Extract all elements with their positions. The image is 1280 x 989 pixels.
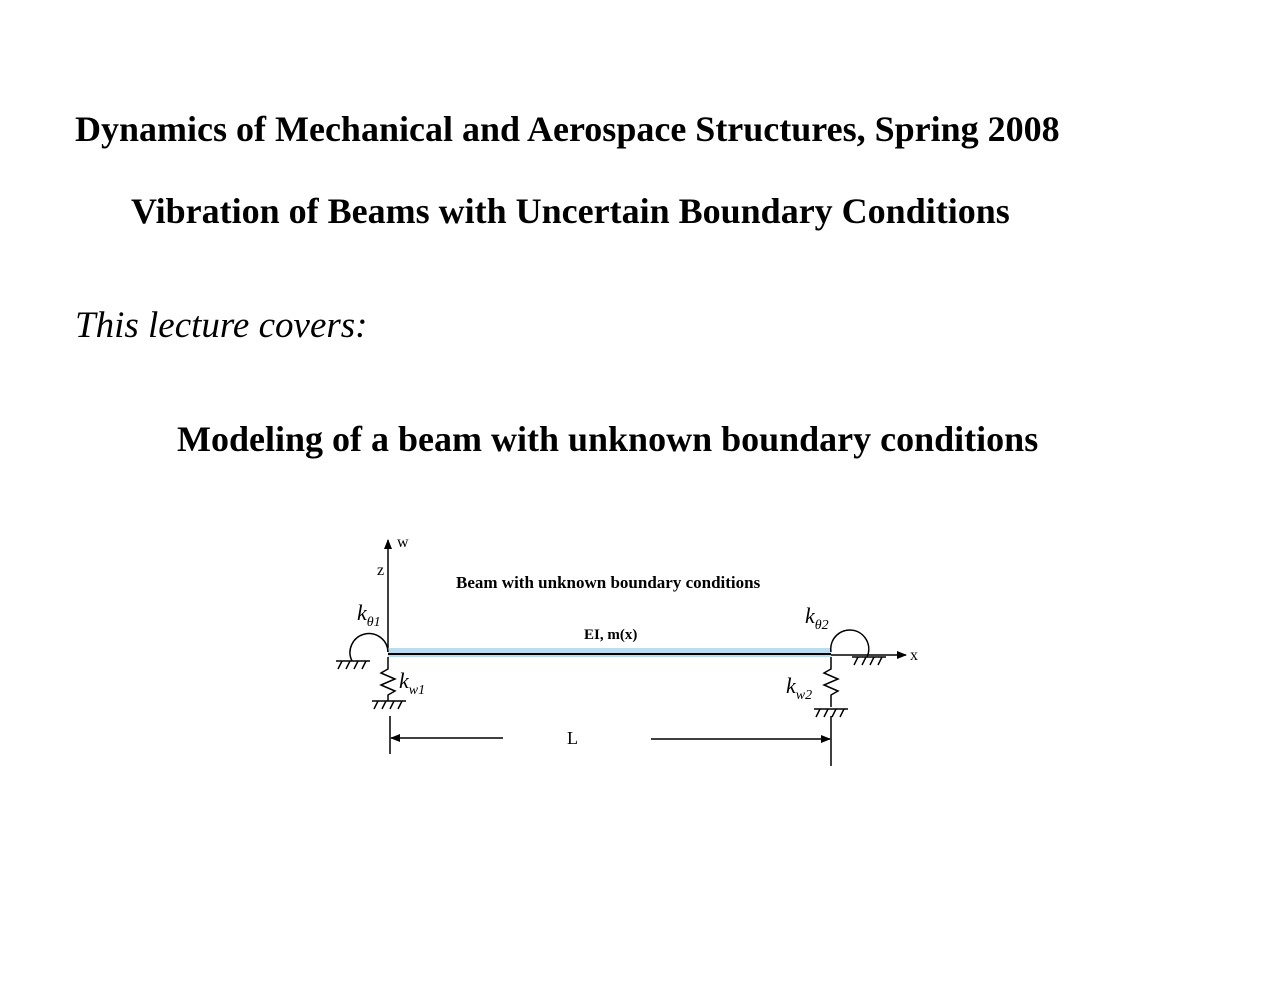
right-translational-spring xyxy=(824,657,838,707)
right-rotational-ground xyxy=(852,657,886,665)
beam xyxy=(388,648,831,657)
z-axis-label: z xyxy=(377,562,385,579)
course-title: Dynamics of Mechanical and Aerospace Structures, Spring 2008 xyxy=(75,109,1060,149)
k-theta2-label: $k_{\theta 2}$ xyxy=(805,603,829,633)
x-axis-label: x xyxy=(910,647,918,664)
k-w1-label: $k_{w1}$ xyxy=(399,668,426,698)
length-label: L xyxy=(567,728,578,748)
beam-properties-label: EI, m(x) xyxy=(584,627,638,643)
left-rotational-ground xyxy=(336,661,370,669)
lecture-intro: This lecture covers: xyxy=(75,305,368,346)
left-translational-ground xyxy=(372,701,406,709)
k-w2-label: $k_{w2}$ xyxy=(786,673,813,703)
topic-heading: Modeling of a beam with unknown boundary conditions xyxy=(177,419,1039,459)
right-rotational-spring xyxy=(831,630,869,657)
right-translational-ground xyxy=(814,709,848,717)
left-translational-spring xyxy=(381,657,395,701)
k-theta1-label: $k_{\theta 1}$ xyxy=(357,600,381,630)
figure-caption: Beam with unknown boundary conditions xyxy=(456,573,761,592)
left-rotational-spring xyxy=(350,634,388,661)
lecture-title: Vibration of Beams with Uncertain Boundary Conditions xyxy=(131,191,1010,231)
w-axis-label: w xyxy=(397,534,409,551)
